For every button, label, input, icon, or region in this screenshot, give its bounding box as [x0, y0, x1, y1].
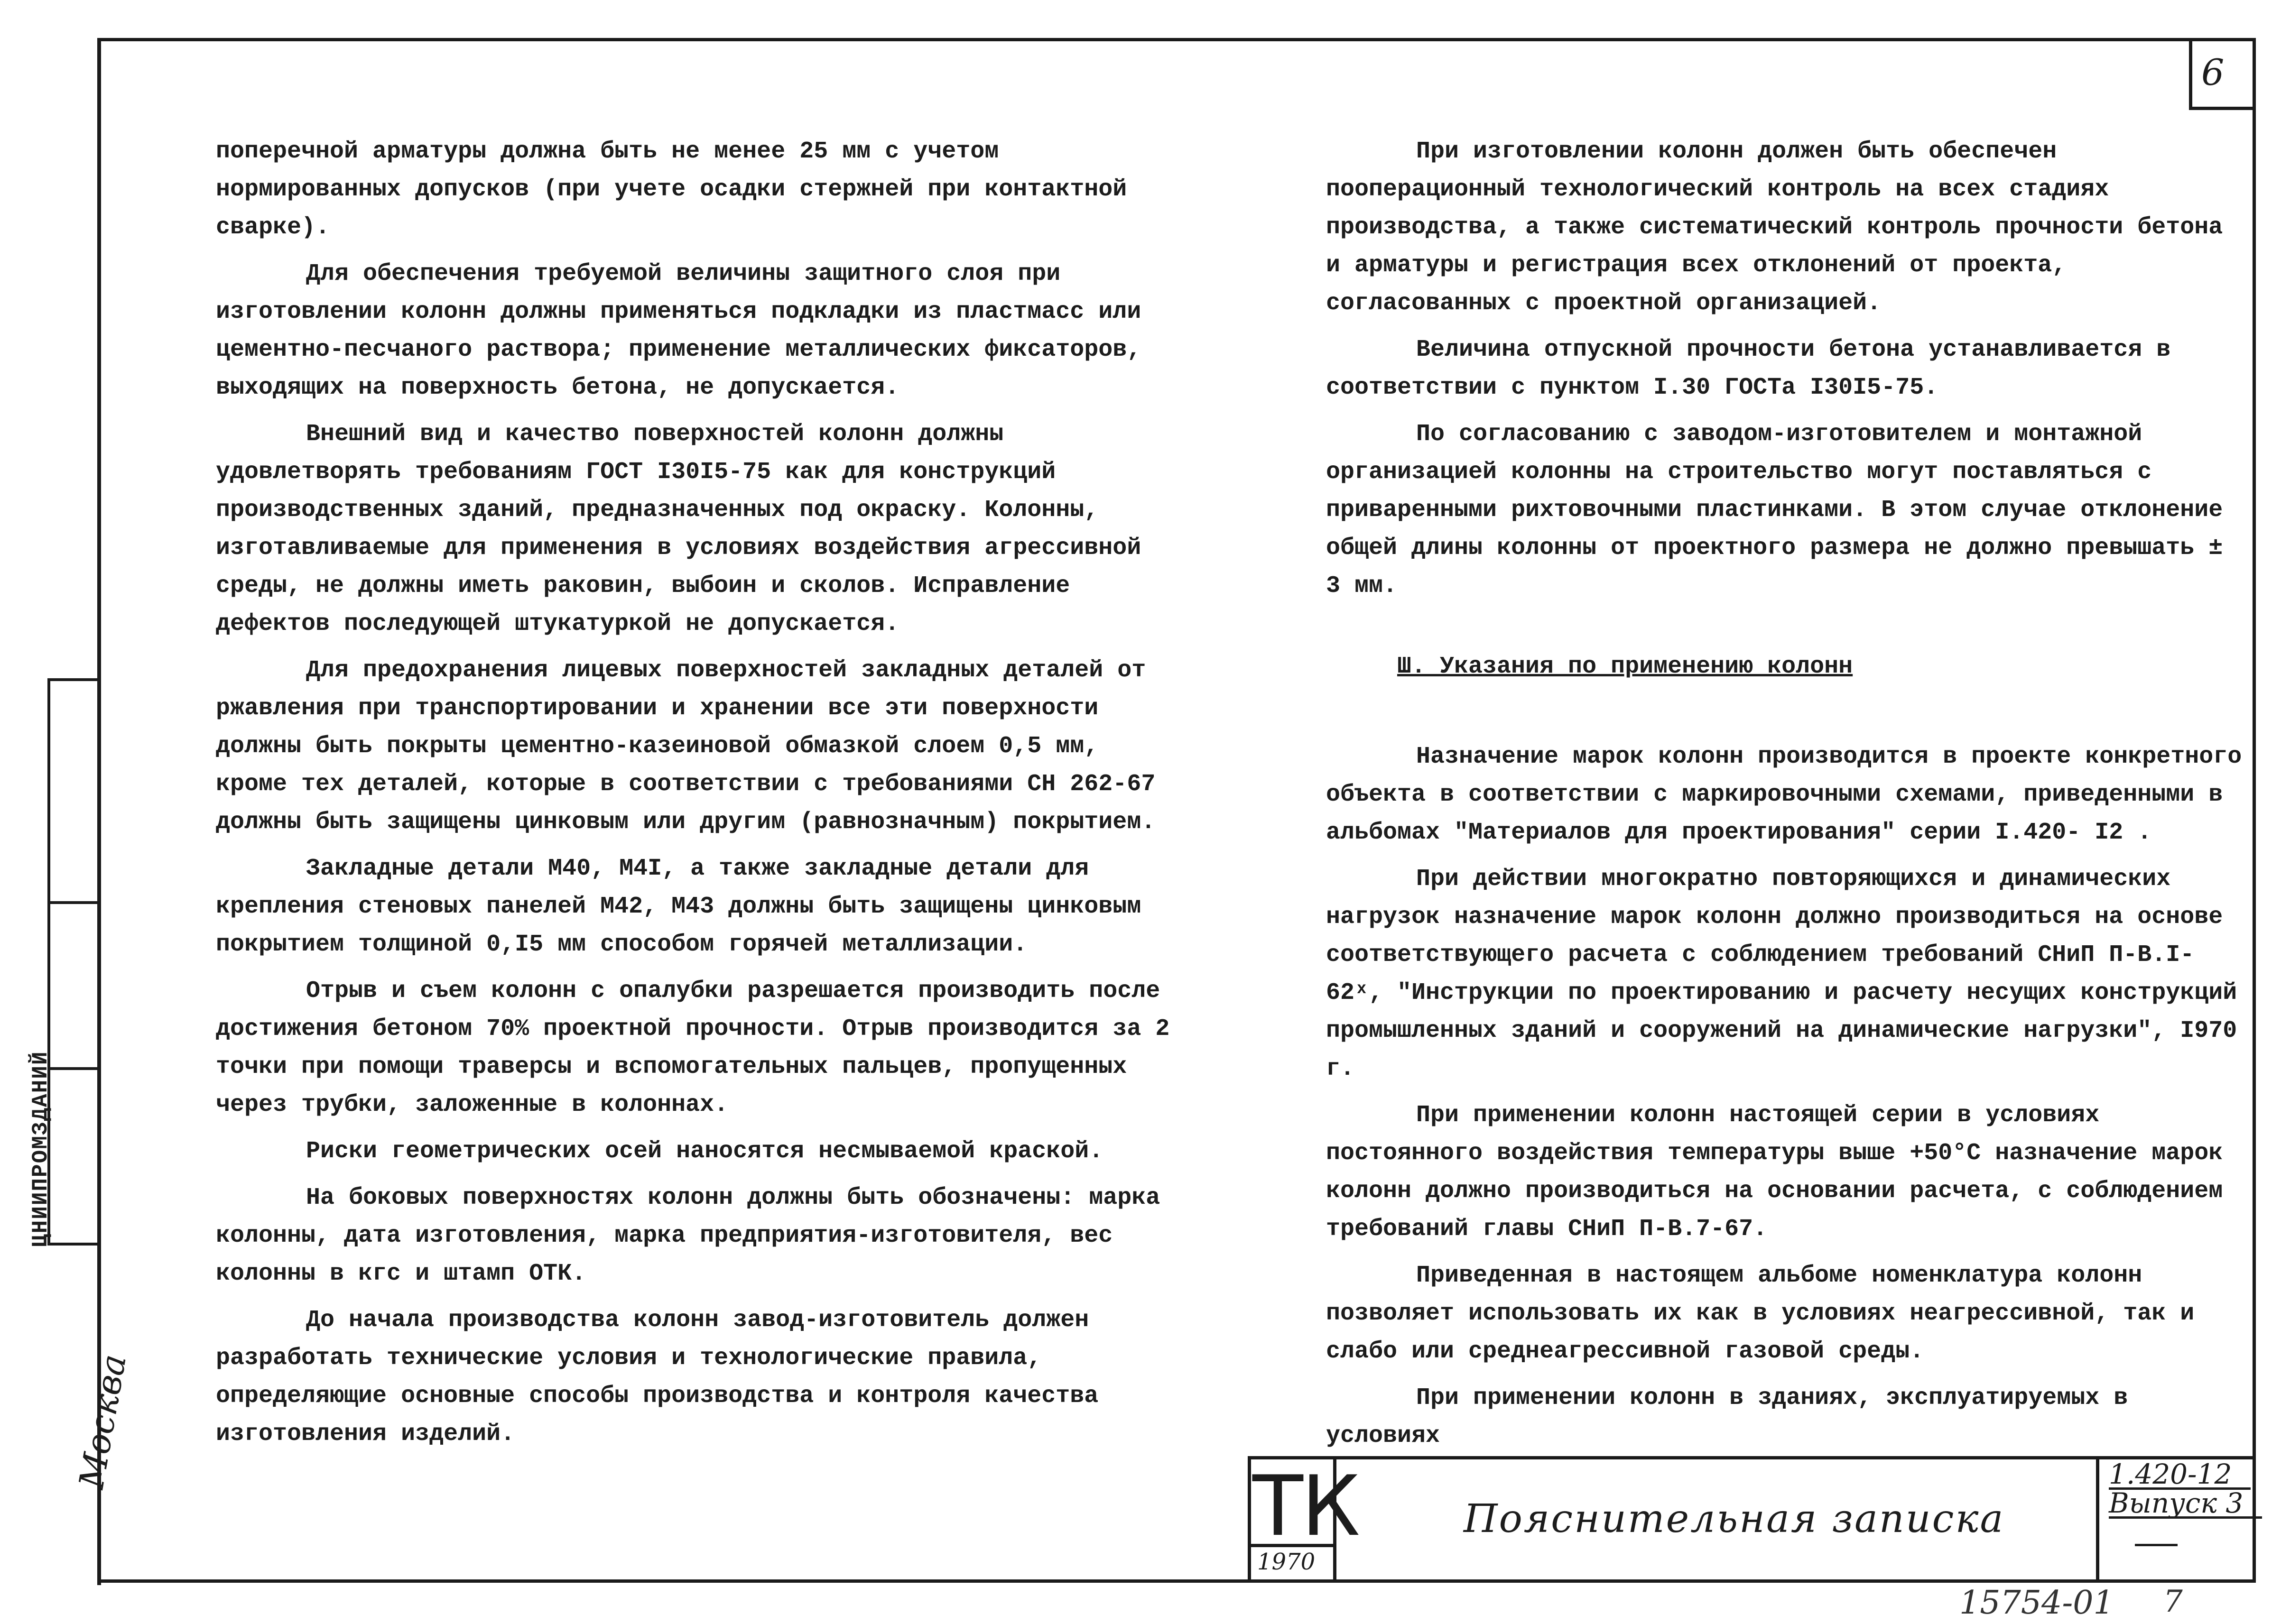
- stamp-year: 1970: [1257, 1549, 1316, 1575]
- frame-top-border: [97, 38, 2256, 41]
- paragraph: Внешний вид и качество поверхностей колонн должны удовлетворять требованиям ГОСТ I30I5-75 как для конструкций производственных зданий, предназначенных под окраску. Колонны, изготавливаемые для применения в условиях воздействия агрессивной среды, не должны иметь раковин, выбоин и сколов. Исправление дефектов последующей штукатуркой не допускается.: [216, 421, 1141, 637]
- paragraph: При изготовлении колонн должен быть обеспечен пооперационный технологический контроль на всех стадиях производства, а также систематический контроль прочности бетона и арматуры и регистрация всех отклонений от проекта, согласованных с проектной организацией.: [1326, 138, 2223, 317]
- stamp-series-block: [2109, 1458, 2262, 1519]
- paragraph: Приведенная в настоящем альбоме номенклатура колонн позволяет использовать их как в условиях неагрессивной, так и слабо или среднеагрессивной газовой среды.: [1326, 1262, 2195, 1365]
- archive-number: 15754-01: [1959, 1584, 2114, 1622]
- paragraph: Закладные детали М40, М4I, а также закладные детали для крепления стеновых панелей М42, М43 должны быть защищены цинковым покрытием толщиной 0,I5 мм способом горячей металлизации.: [216, 855, 1141, 958]
- margin-stamp-strip: [47, 678, 101, 1243]
- page-number: 6: [2201, 51, 2225, 93]
- margin-org-text: ЦНИИПРОМЗДАНИЙ: [28, 1051, 53, 1247]
- left-column: [216, 133, 1174, 1462]
- section-heading: Ш. Указания по применению колонн: [1397, 653, 1853, 680]
- right-column: [1326, 133, 2246, 1464]
- paragraph: Для предохранения лицевых поверхностей закладных деталей от ржавления при транспортировании и хранении все эти поверхности должны быть покрыты цементно-казеиновой обмазкой слоем 0,5 мм, кроме тех деталей, которые в соответствии с требованиями СН 262-67 должны быть защищены цинковым или другим (равнозначным) покрытием.: [216, 657, 1156, 836]
- paragraph: При действии многократно повторяющихся и динамических нагрузок назначение марок колонн должно производиться на основе соответствующего расчета с соблюдением требований СНиП П-В.I-62ˣ, "Инструкции по проектированию и расчету несущих конструкций промышленных зданий и сооружений на динамические нагрузки", I970 г.: [1326, 866, 2237, 1082]
- strip-divider: [47, 901, 101, 904]
- paragraph: поперечной арматуры должна быть не менее 25 мм с учетом нормированных допусков (при учете осадки стержней при контактной сварке).: [216, 138, 1127, 241]
- paragraph: По согласованию с заводом-изготовителем и монтажной организацией колонны на строительство могут поставляться с приваренными рихтовочными пластинками. В этом случае отклонение общей длины колонны от проектного размера не должно превышать ± 3 мм.: [1326, 421, 2223, 600]
- stamp-dash: [2135, 1544, 2178, 1546]
- paragraph: При применении колонн настоящей серии в условиях постоянного воздействия температуры выше +50°С назначение марок колонн должно производиться на основании расчета, с соблюдением требований главы СНиП П-В.7-67.: [1326, 1102, 2223, 1243]
- paragraph: Риски геометрических осей наносятся несмываемой краской.: [306, 1138, 1103, 1165]
- stamp-issue: Выпуск 3: [2109, 1490, 2262, 1519]
- paragraph: Назначение марок колонн производится в проекте конкретного объекта в соответствии с маркировочными схемами, приведенными в альбомах "Материалов для проектирования" серии I.420- I2 .: [1326, 743, 2242, 846]
- paragraph: Для обеспечения требуемой величины защитного слоя при изготовлении колонн должны применяться подкладки из пластмасс или цементно-песчаного раствора; применение металлических фиксаторов, выходящих на поверхность бетона, не допускается.: [216, 260, 1141, 401]
- paragraph: При применении колонн в зданиях, эксплуатируемых в условиях: [1326, 1384, 2128, 1449]
- margin-city-text: Москва: [71, 1351, 134, 1492]
- stamp-title: Пояснительная записка: [1464, 1496, 2005, 1541]
- frame-right-border: [2253, 38, 2256, 1583]
- paragraph: Отрыв и съем колонн с опалубки разрешается производить после достижения бетоном 70% проектной прочности. Отрыв производится за 2 точки при помощи траверсы и вспомогательных пальцев, пропущенных через трубки, заложенные в колоннах.: [216, 978, 1170, 1118]
- paragraph: На боковых поверхностях колонн должны быть обозначены: марка колонны, дата изготовления, марка предприятия-изготовителя, вес колонны в кгс и штамп ОТК.: [216, 1184, 1160, 1287]
- paragraph: До начала производства колонн завод-изготовитель должен разработать технические условия и технологические правила, определяющие основные способы производства и контроля качества изготовления изделий.: [216, 1307, 1099, 1448]
- strip-divider: [47, 1243, 101, 1246]
- stamp-org-logo: ТК: [1252, 1458, 1359, 1555]
- frame-bottom-border: [97, 1579, 2256, 1583]
- strip-divider: [47, 1067, 101, 1070]
- paragraph: Величина отпускной прочности бетона устанавливается в соответствии с пунктом I.30 ГОСТа I30I5-75.: [1326, 336, 2171, 401]
- title-block-divider: [2096, 1456, 2099, 1579]
- stamp-series: 1.420-12: [2109, 1461, 2251, 1490]
- sheet-number: 7: [2163, 1584, 2183, 1619]
